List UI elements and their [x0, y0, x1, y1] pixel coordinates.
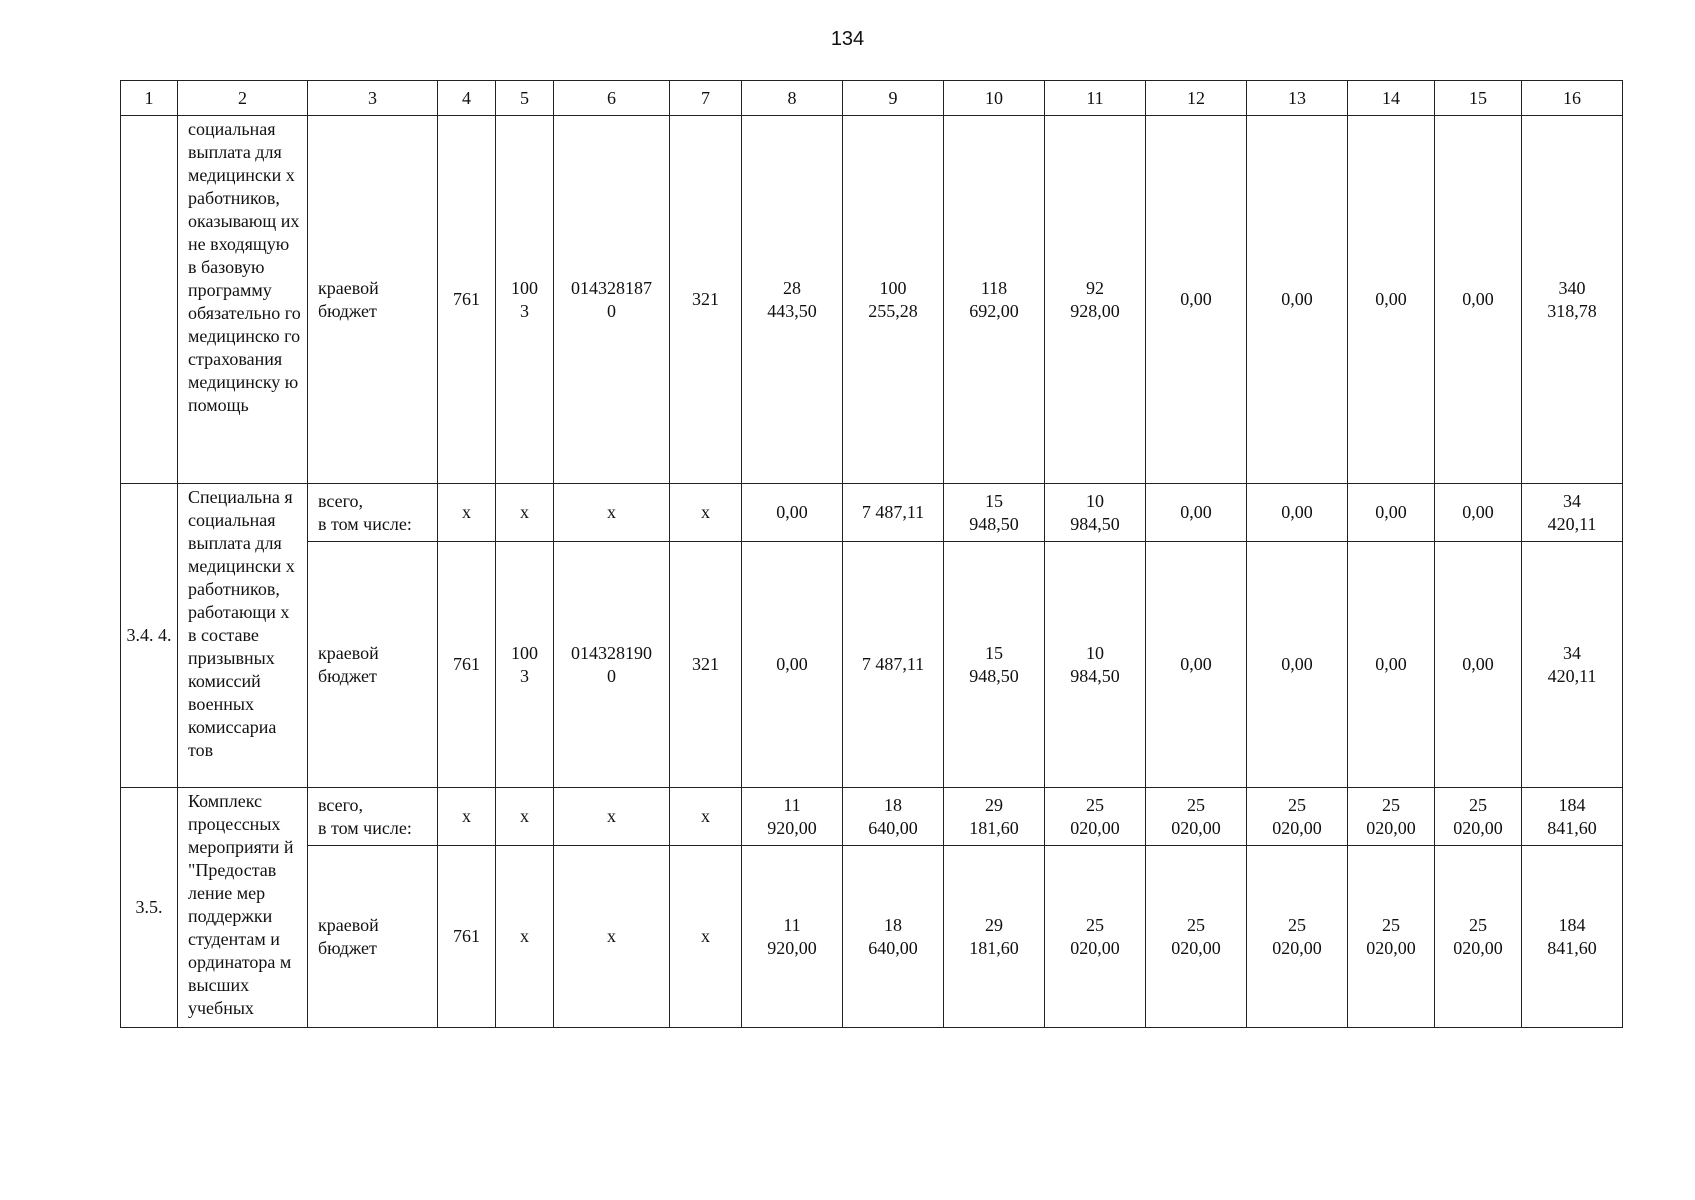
cell-text: 255,28: [868, 300, 918, 321]
cell-text: 25: [1288, 794, 1306, 815]
cell-text: 761: [453, 654, 480, 674]
col-4: [438, 484, 496, 542]
value-col-10: [944, 788, 1045, 846]
cell-text: 020,00: [1366, 937, 1416, 958]
cell-text: бюджет: [318, 665, 377, 686]
cell-text: всего,: [318, 794, 364, 815]
cell-text: 920,00: [767, 937, 817, 958]
cell-text: 25: [1086, 794, 1104, 815]
cell-text: 3.4. 4.: [126, 625, 172, 645]
column-header-2: [178, 81, 308, 116]
cell-text: 9: [888, 87, 898, 108]
cell-text: 18: [884, 794, 902, 815]
cell-text: 181,60: [969, 817, 1019, 838]
cell-text: 640,00: [868, 937, 918, 958]
cell-text: 0,00: [1462, 289, 1494, 309]
cell-text: 984,50: [1070, 513, 1120, 534]
cell-text: бюджет: [318, 937, 377, 958]
value-col-13: [1247, 116, 1348, 484]
value-col-15: [1435, 846, 1522, 1028]
cell-text: 5: [520, 87, 529, 108]
cell-text: 318,78: [1547, 300, 1597, 321]
value-col-10: [944, 846, 1045, 1028]
cell-text: 1: [144, 87, 154, 108]
column-header-3: [308, 81, 438, 116]
value-col-9: [843, 542, 944, 788]
cell-text: x: [607, 502, 616, 522]
table-body: [121, 81, 1623, 1028]
cell-text: 020,00: [1366, 817, 1416, 838]
cell-text: 948,50: [969, 513, 1019, 534]
value-col-12: [1146, 484, 1247, 542]
cell-text: 25: [1382, 794, 1400, 815]
cell-text: 100: [511, 277, 538, 298]
table-row: [121, 484, 1623, 542]
value-col-10: [944, 116, 1045, 484]
col-6: [554, 846, 670, 1028]
cell-text: x: [701, 926, 710, 946]
cell-text: 92: [1086, 277, 1104, 298]
column-header-4: [438, 81, 496, 116]
cell-text: x: [462, 806, 471, 826]
cell-text: 020,00: [1272, 817, 1322, 838]
value-col-8: [742, 846, 843, 1028]
funding-source: [308, 116, 438, 484]
cell-text: 841,60: [1547, 817, 1597, 838]
cell-text: всего,: [318, 490, 364, 511]
cell-text: x: [520, 502, 529, 522]
column-header-14: [1348, 81, 1435, 116]
cell-text: 321: [692, 654, 719, 674]
cell-text: 25: [1086, 914, 1104, 935]
col-4: [438, 788, 496, 846]
cell-text: краевой: [318, 277, 379, 298]
col-7: [670, 788, 742, 846]
cell-text: 3: [520, 300, 529, 321]
column-header-16: [1522, 81, 1623, 116]
column-header-7: [670, 81, 742, 116]
cell-text: 0,00: [1375, 502, 1407, 522]
cell-text: 7: [701, 87, 710, 108]
value-col-11: [1045, 542, 1146, 788]
value-col-14: [1348, 484, 1435, 542]
col-7: [670, 116, 742, 484]
cell-text: Специальна я социальная выплата для медицински х работников, работающи х в составе призывных комиссий военных комиссариа тов: [188, 487, 295, 760]
cell-text: 7 487,11: [861, 502, 925, 522]
value-col-10: [944, 542, 1045, 788]
value-col-11: [1045, 788, 1146, 846]
cell-text: 321: [692, 289, 719, 309]
cell-text: 25: [1187, 794, 1205, 815]
cell-text: 184: [1558, 794, 1586, 815]
cell-text: 100: [879, 277, 907, 298]
cell-text: 761: [453, 926, 480, 946]
value-col-9: [843, 846, 944, 1028]
cell-text: 761: [453, 289, 480, 309]
value-col-15: [1435, 788, 1522, 846]
funding-source: [308, 484, 438, 542]
cell-text: в том числе:: [318, 513, 412, 534]
cell-text: 10: [985, 87, 1003, 108]
cell-text: 11: [783, 914, 801, 935]
cell-text: 25: [1382, 914, 1400, 935]
cell-text: 10: [1086, 490, 1104, 511]
col-5: [496, 846, 554, 1028]
cell-text: 34: [1563, 642, 1581, 663]
cell-text: 0,00: [1281, 654, 1313, 674]
cell-text: 6: [607, 87, 616, 108]
cell-text: 020,00: [1272, 937, 1322, 958]
col-7: [670, 484, 742, 542]
cell-text: 0,00: [1462, 654, 1494, 674]
value-col-12: [1146, 116, 1247, 484]
value-col-9: [843, 484, 944, 542]
cell-text: 020,00: [1171, 817, 1221, 838]
column-header-5: [496, 81, 554, 116]
cell-text: 0,00: [1281, 289, 1313, 309]
row-name: [178, 788, 308, 1028]
cell-text: x: [520, 926, 529, 946]
cell-text: 2: [238, 87, 247, 108]
cell-text: в том числе:: [318, 817, 412, 838]
value-col-15: [1435, 484, 1522, 542]
column-header-1: [121, 81, 178, 116]
value-col-16: [1522, 542, 1623, 788]
value-col-14: [1348, 788, 1435, 846]
cell-text: 640,00: [868, 817, 918, 838]
column-header-12: [1146, 81, 1247, 116]
cell-text: 184: [1558, 914, 1586, 935]
cell-text: 984,50: [1070, 665, 1120, 686]
cell-text: 15: [985, 642, 1003, 663]
cell-text: бюджет: [318, 300, 377, 321]
value-col-13: [1247, 846, 1348, 1028]
col-4: [438, 542, 496, 788]
cell-text: 420,11: [1547, 513, 1597, 534]
value-col-13: [1247, 484, 1348, 542]
value-col-16: [1522, 484, 1623, 542]
cell-text: 8: [787, 87, 797, 108]
row-name: [178, 116, 308, 484]
cell-text: x: [462, 502, 471, 522]
cell-text: 920,00: [767, 817, 817, 838]
value-col-11: [1045, 484, 1146, 542]
cell-text: 928,00: [1070, 300, 1120, 321]
cell-text: 29: [985, 794, 1003, 815]
cell-text: 3: [368, 87, 377, 108]
value-col-15: [1435, 116, 1522, 484]
cell-text: 25: [1469, 794, 1487, 815]
cell-text: x: [520, 806, 529, 826]
col-6: [554, 788, 670, 846]
value-col-14: [1348, 116, 1435, 484]
cell-text: 12: [1187, 87, 1205, 108]
value-col-8: [742, 116, 843, 484]
cell-text: 18: [884, 914, 902, 935]
column-header-10: [944, 81, 1045, 116]
col-5: [496, 116, 554, 484]
cell-text: Комплекс процессных мероприяти й "Предостав ление мер поддержки студентам и ординатора м высших учебных: [188, 791, 294, 1018]
col-7: [670, 846, 742, 1028]
cell-text: социальная выплата для медицински х работников, оказывающ их не входящую в базовую программу обязательно го медицинско го страхования медицинску ю помощь: [188, 119, 301, 415]
cell-text: 100: [511, 642, 538, 663]
col-6: [554, 542, 670, 788]
cell-text: 020,00: [1070, 817, 1120, 838]
value-col-16: [1522, 116, 1623, 484]
funding-source: [308, 788, 438, 846]
cell-text: 25: [1469, 914, 1487, 935]
value-col-13: [1247, 788, 1348, 846]
cell-text: 181,60: [969, 937, 1019, 958]
col-5: [496, 788, 554, 846]
page-number: 134: [830, 28, 865, 50]
cell-text: 340: [1558, 277, 1586, 298]
column-header-15: [1435, 81, 1522, 116]
cell-text: краевой: [318, 642, 379, 663]
value-col-9: [843, 116, 944, 484]
column-header-8: [742, 81, 843, 116]
cell-text: 841,60: [1547, 937, 1597, 958]
cell-text: 0,00: [1462, 502, 1494, 522]
column-header-13: [1247, 81, 1348, 116]
value-col-8: [742, 788, 843, 846]
value-col-8: [742, 542, 843, 788]
cell-text: 0,00: [1375, 289, 1407, 309]
budget-table: [120, 80, 1623, 1028]
value-col-12: [1146, 846, 1247, 1028]
table-row: [121, 542, 1623, 788]
value-col-11: [1045, 846, 1146, 1028]
cell-text: x: [701, 502, 710, 522]
cell-text: 118: [980, 277, 1008, 298]
cell-text: 420,11: [1547, 665, 1597, 686]
col-7: [670, 542, 742, 788]
column-header-9: [843, 81, 944, 116]
cell-text: 692,00: [969, 300, 1019, 321]
cell-text: 28: [783, 277, 801, 298]
cell-text: 020,00: [1070, 937, 1120, 958]
cell-text: 34: [1563, 490, 1581, 511]
cell-text: 0,00: [1180, 502, 1212, 522]
cell-text: 020,00: [1171, 937, 1221, 958]
value-col-14: [1348, 542, 1435, 788]
table-row: [121, 116, 1623, 484]
cell-text: 15: [1469, 87, 1487, 108]
col-6: [554, 116, 670, 484]
cell-text: 0,00: [1180, 654, 1212, 674]
cell-text: 15: [985, 490, 1003, 511]
cell-text: 0,00: [776, 502, 808, 522]
cell-text: 7 487,11: [861, 654, 925, 674]
cell-text: 0: [607, 665, 616, 686]
column-header-11: [1045, 81, 1146, 116]
cell-text: 25: [1187, 914, 1205, 935]
cell-text: 11: [783, 794, 801, 815]
cell-text: 3.5.: [135, 897, 163, 917]
cell-text: x: [607, 926, 616, 946]
cell-text: 14: [1382, 87, 1400, 108]
cell-text: 0,00: [1180, 289, 1212, 309]
cell-text: 10: [1086, 642, 1104, 663]
cell-text: 4: [462, 87, 471, 108]
row-number: [121, 788, 178, 1028]
cell-text: 0: [607, 300, 616, 321]
col-5: [496, 484, 554, 542]
value-col-16: [1522, 846, 1623, 1028]
value-col-9: [843, 788, 944, 846]
funding-source: [308, 542, 438, 788]
cell-text: 0,00: [776, 654, 808, 674]
cell-text: 014328190: [571, 642, 652, 663]
cell-text: 020,00: [1453, 817, 1503, 838]
table-row: [121, 846, 1623, 1028]
cell-text: 020,00: [1453, 937, 1503, 958]
cell-text: краевой: [318, 914, 379, 935]
row-number: [121, 116, 178, 484]
value-col-16: [1522, 788, 1623, 846]
col-6: [554, 484, 670, 542]
value-col-12: [1146, 788, 1247, 846]
cell-text: 16: [1563, 87, 1581, 108]
col-4: [438, 846, 496, 1028]
value-col-8: [742, 484, 843, 542]
cell-text: 29: [985, 914, 1003, 935]
value-col-10: [944, 484, 1045, 542]
row-number: [121, 484, 178, 788]
cell-text: 13: [1288, 87, 1306, 108]
value-col-13: [1247, 542, 1348, 788]
cell-text: 0,00: [1375, 654, 1407, 674]
cell-text: 11: [1086, 87, 1104, 108]
funding-source: [308, 846, 438, 1028]
value-col-11: [1045, 116, 1146, 484]
value-col-12: [1146, 542, 1247, 788]
cell-text: 443,50: [767, 300, 817, 321]
col-5: [496, 542, 554, 788]
cell-text: x: [701, 806, 710, 826]
cell-text: x: [607, 806, 616, 826]
cell-text: 948,50: [969, 665, 1019, 686]
row-name: [178, 484, 308, 788]
column-header-6: [554, 81, 670, 116]
header-row: [121, 81, 1623, 116]
cell-text: 25: [1288, 914, 1306, 935]
cell-text: 0,00: [1281, 502, 1313, 522]
value-col-15: [1435, 542, 1522, 788]
col-4: [438, 116, 496, 484]
cell-text: 014328187: [571, 277, 652, 298]
cell-text: 3: [520, 665, 529, 686]
value-col-14: [1348, 846, 1435, 1028]
table-row: [121, 788, 1623, 846]
